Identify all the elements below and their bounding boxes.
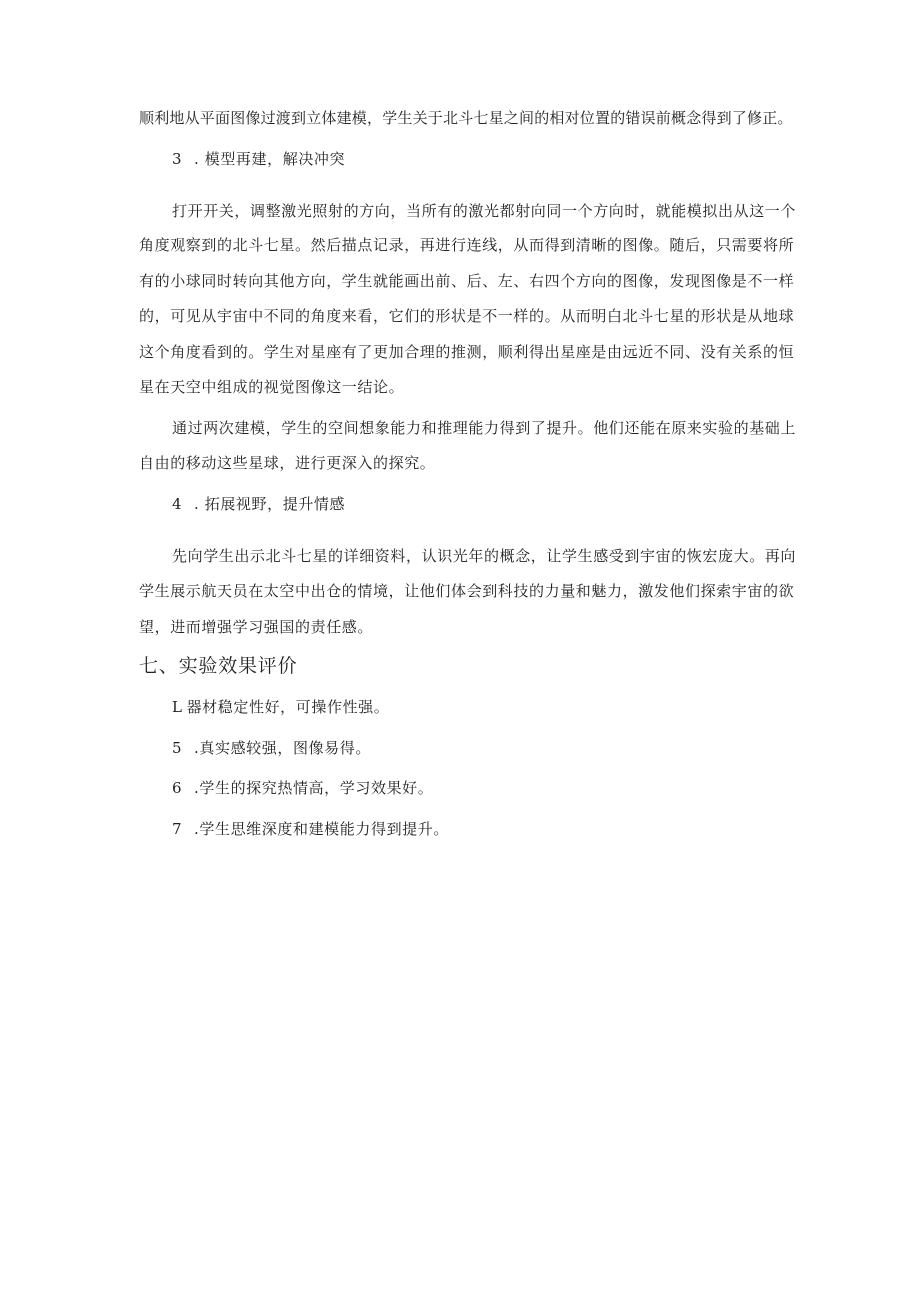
evaluation-item-number: L [172,698,183,716]
step-3-title: . 模型再建，解决冲突 [194,150,346,168]
evaluation-item [172,778,433,798]
step-3-paragraph-line: 有的小球同时转向其他方向，学生就能画出前、后、左、右四个方向的图像，发现图像是不一样 [139,272,795,290]
step-3-paragraph-line: 角度观察到的北斗七星。然后描点记录，再进行连线，从而得到清晰的图像。随后，只需要将所 [139,236,795,254]
step-3-paragraph-line: 的，可见从宇宙中不同的角度来看，它们的形状是不一样的。从而明白北斗七星的形状是从地球 [139,307,795,325]
evaluation-item-text: 器材稳定性好，可操作性强。 [186,698,390,716]
evaluation-item-number: 5 [172,739,183,757]
evaluation-item-number: 7 [172,820,183,838]
step-4-heading [172,494,345,514]
evaluation-item [172,738,371,758]
step-4-paragraph-line: 学生展示航天员在太空中出仓的情境，让他们体会到科技的力量和魅力，激发他们探索宇宙的欲 [139,582,795,600]
evaluation-item-number: 6 [172,779,183,797]
evaluation-item [172,819,449,839]
modeling-paragraph-line: 通过两次建模，学生的空间想象能力和推理能力得到了提升。他们还能在原来实验的基础上 [172,419,797,437]
section-7-title: 七、实验效果评价 [139,655,298,677]
intro-paragraph: 顺利地从平面图像过渡到立体建模，学生关于北斗七星之间的相对位置的错误前概念得到了修正。 [139,109,793,127]
evaluation-item-text: .学生思维深度和建模能力得到提升。 [194,820,449,838]
step-4-title: . 拓展视野，提升情感 [194,495,346,513]
modeling-paragraph-line: 自由的移动这些星球，进行更深入的探究。 [139,454,436,472]
evaluation-item-text: .学生的探究热情高，学习效果好。 [194,779,434,797]
evaluation-item [172,697,389,717]
step-3-paragraph-line: 星在天空中组成的视觉图像这一结论。 [139,378,405,396]
evaluation-item-text: .真实感较强，图像易得。 [194,739,371,757]
step-4-number: 4 [172,495,183,513]
step-4-paragraph-line: 先向学生出示北斗七星的详细资料，认识光年的概念，让学生感受到宇宙的恢宏庞大。再向 [172,547,797,565]
step-3-paragraph-line: 打开开关，调整激光照射的方向，当所有的激光都射向同一个方向时，就能模拟出从这一个 [172,202,797,220]
step-4-paragraph-line: 望，进而增强学习强国的责任感。 [139,618,374,636]
step-3-number: 3 [172,150,183,168]
step-3-paragraph-line: 这个角度看到的。学生对星座有了更加合理的推测，顺利得出星座是由远近不同、没有关系的恒 [139,343,795,361]
step-3-heading [172,149,345,169]
